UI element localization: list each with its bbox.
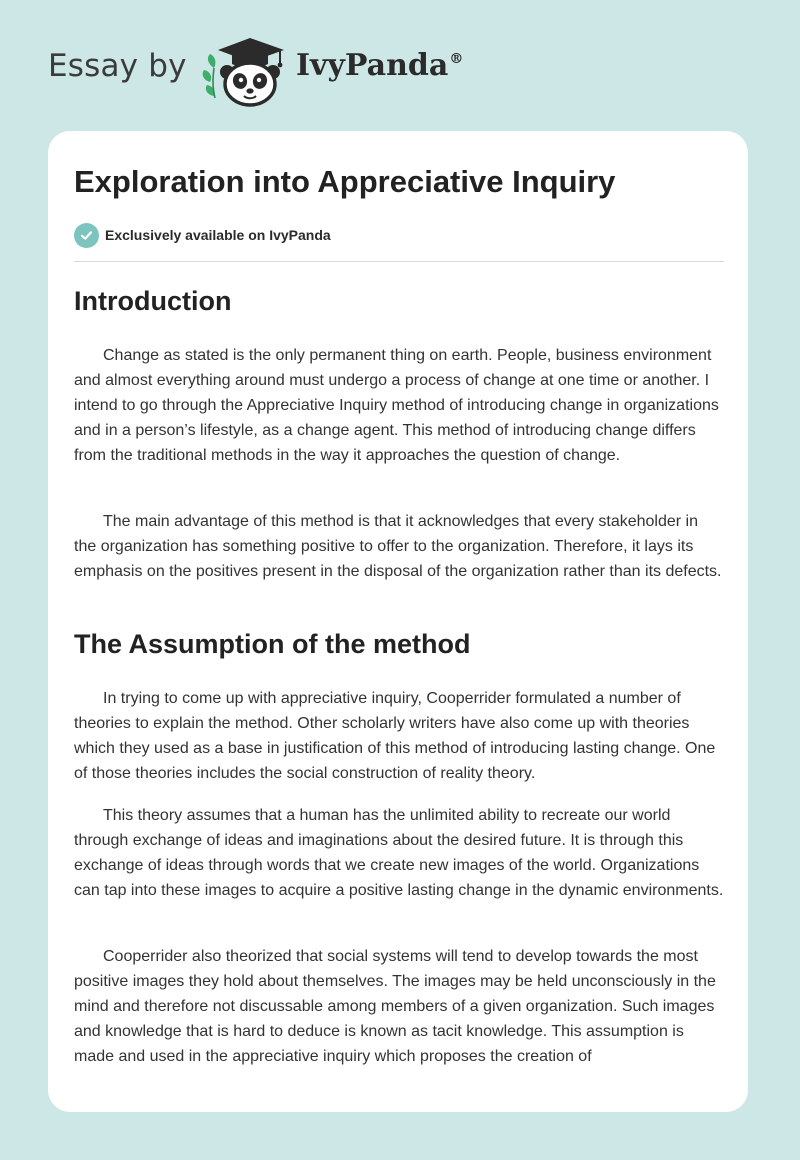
section-heading-assumption: The Assumption of the method: [74, 629, 471, 659]
brand-name[interactable]: [296, 48, 463, 83]
paragraph: Cooperrider also theorized that social systems will tend to develop towards the most positive images they hold about themselves. The images may be held unconsciously in the mind and therefore not discussable among members of a given organization. Such images and knowledge that is hard to deduce is known as tacit knowledge. This assumption is made and used in the appreciative inquiry which proposes the creation of: [74, 948, 716, 1065]
exclusive-badge-label: Exclusively available on IvyPanda: [105, 227, 331, 243]
paragraph: Change as stated is the only permanent thing on earth. People, business environment and almost everything around must undergo a process of change at one time or another. I intend to go through the Appreciative Inquiry method of introducing change in organizations and in a person’s lifestyle, as a change agent. This method of introducing change differs from the traditional methods in the way it approaches the question of change.: [74, 347, 719, 464]
panda-logo-icon[interactable]: [200, 34, 292, 108]
ivy-leaf-icon: [203, 54, 216, 98]
title-divider: [74, 261, 724, 262]
section-heading-introduction: Introduction: [74, 286, 232, 316]
panda-face-icon: [220, 63, 280, 105]
registered-mark: ®: [449, 51, 464, 67]
essay-title: Exploration into Appreciative Inquiry: [74, 164, 616, 199]
paragraph: This theory assumes that a human has the unlimited ability to recreate our world through exchange of ideas and imaginations about the desired future. It is through this exchange of ideas through words that we create new images of the world. Organizations can tap into these images to acquire a positive lasting change in the dynamic environments.: [74, 807, 724, 899]
checkmark-icon: [74, 223, 99, 248]
exclusive-badge: [74, 222, 331, 248]
paragraph: In trying to come up with appreciative inquiry, Cooperrider formulated a number of theories to explain the method. Other scholarly writers have also come up with theories which they used as a base in justification of this method of introducing lasting change. One of those theories includes the social construction of reality theory.: [74, 690, 716, 782]
site-header: [0, 0, 800, 120]
paragraph: The main advantage of this method is that it acknowledges that every stakeholder in the organization has something positive to offer to the organization. Therefore, it lays its emphasis on the positives present in the disposal of the organization rather than its defects.: [74, 513, 722, 580]
essay-card: [48, 131, 748, 1112]
brand-name-text: IvyPanda: [296, 48, 449, 83]
brand-prefix: Essay by: [48, 48, 187, 84]
